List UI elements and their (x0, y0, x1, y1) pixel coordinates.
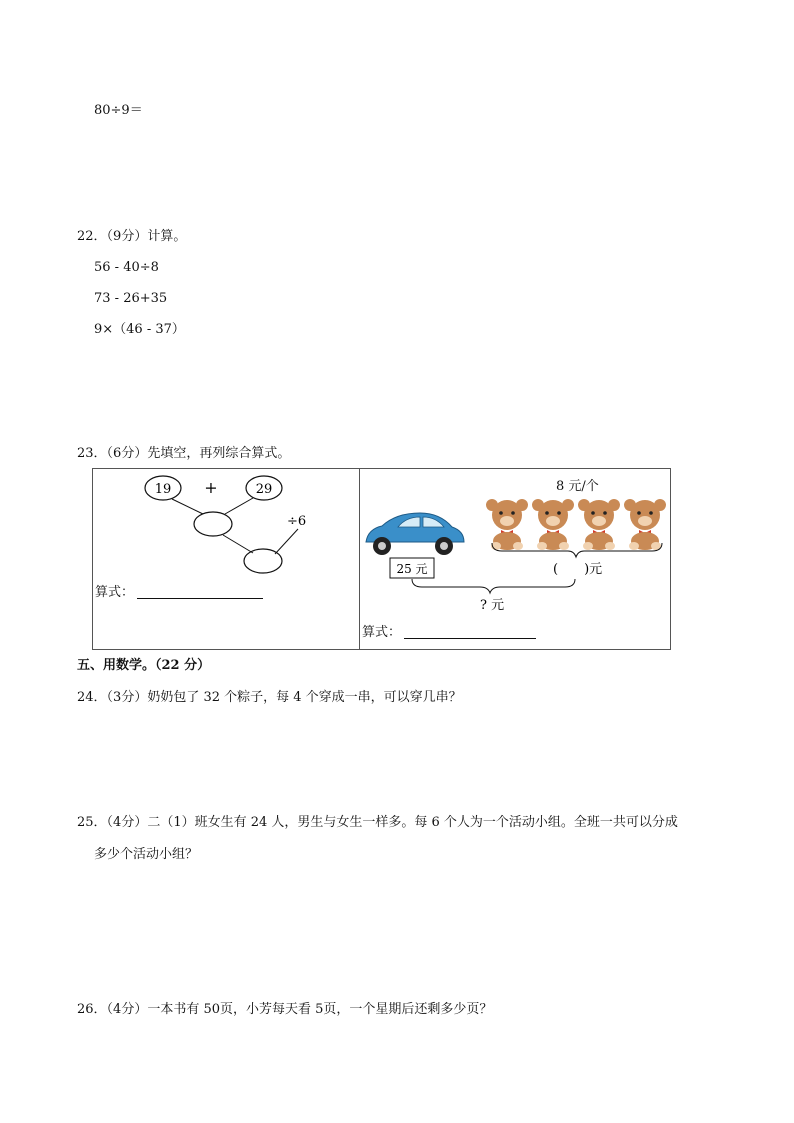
bear-icon-4 (624, 499, 666, 550)
left-formula-blank[interactable] (137, 598, 263, 599)
div-label: ÷6 (287, 514, 307, 529)
tree-edge-left (172, 499, 203, 514)
total-question: ? 元 (480, 598, 505, 613)
plus-sign: + (204, 478, 218, 497)
q22-expr-2: 73 - 26+35 (94, 291, 168, 306)
q24-text: 24．（3分）奶奶包了 32 个粽子，每 4 个穿成一串，可以穿几串？ (77, 690, 462, 705)
q22-expr-3: 9×（46 - 37） (94, 322, 185, 337)
tree-node-29-label: 29 (255, 482, 273, 497)
right-formula-label: 算式： (362, 625, 402, 640)
tree-node-19-label: 19 (154, 482, 172, 497)
tree-node-blank-2 (244, 549, 282, 573)
q22-title: 22．（9分）计算。 (77, 229, 187, 244)
section-5-heading: 五、用数学。（22 分） (77, 658, 211, 673)
q23-right-panel (359, 468, 671, 650)
shopping-illustration (360, 469, 670, 649)
tree-edge-div (275, 529, 298, 554)
number-tree-diagram (93, 469, 359, 649)
tree-edge-down (223, 535, 253, 553)
q23-left-panel (92, 468, 360, 650)
left-formula-label: 算式： (95, 585, 135, 600)
bear-total-blank: ( )元 (553, 562, 603, 577)
tree-edge-right (225, 498, 253, 514)
bear-icon-2 (532, 499, 574, 550)
tree-node-blank-1 (194, 512, 232, 536)
q26-text: 26．（4分）一本书有 50页，小芳每天看 5页，一个星期后还剩多少页？ (77, 1002, 493, 1017)
car-icon (366, 513, 464, 555)
q22-expr-1: 56 - 40÷8 (94, 260, 159, 275)
q25-line-2: 多少个活动小组？ (94, 847, 199, 862)
unit-price-label: 8 元/个 (556, 479, 599, 494)
car-price-label: 25 元 (396, 562, 428, 576)
total-brace (412, 579, 575, 593)
q21-expression: 80÷9＝ (94, 103, 143, 118)
bear-icon-3 (578, 499, 620, 550)
right-formula-blank[interactable] (404, 638, 536, 639)
bear-icon-1 (486, 499, 528, 550)
q25-line-1: 25．（4分）二（1）班女生有 24 人，男生与女生一样多。每 6 个人为一个活动小组。全班一共可以分成 (77, 815, 678, 830)
q23-title: 23．（6分）先填空，再列综合算式。 (77, 446, 291, 461)
